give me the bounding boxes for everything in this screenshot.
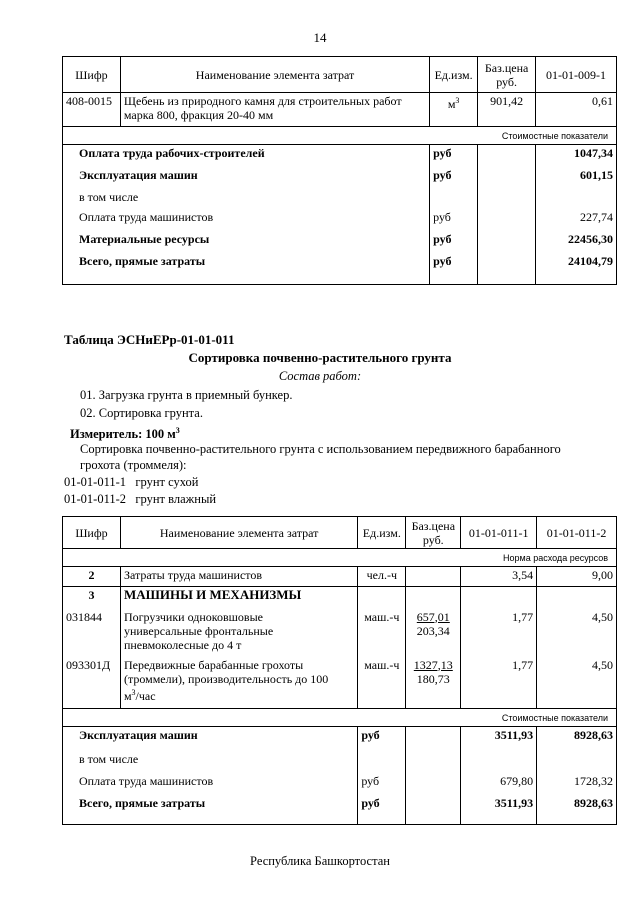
- row-name: Затраты труда машинистов: [120, 567, 357, 587]
- cost-v2-2: 1728,32: [537, 773, 617, 795]
- cost-unit-5: руб: [430, 253, 478, 285]
- row-unit: $м^3$: [430, 93, 478, 127]
- machine-unit-0: маш.-ч: [358, 609, 406, 657]
- cost-unit-0: руб: [358, 727, 406, 751]
- cost-label-1: в том числе: [63, 751, 358, 773]
- cost-unit-0: руб: [430, 145, 478, 167]
- cost-v1-3: 3511,93: [461, 795, 537, 825]
- cost-label-3: Оплата труда машинистов: [63, 209, 430, 231]
- machine-v2-1: 4,50: [537, 657, 617, 709]
- header-price: Баз.цена руб.: [406, 517, 461, 549]
- header-code: Шифр: [63, 517, 121, 549]
- machine-code-1: 093301Д: [63, 657, 121, 709]
- machine-price-1: 1327,13 180,73: [406, 657, 461, 709]
- page-number: 14: [313, 30, 327, 45]
- cost-v2-0: 8928,63: [537, 727, 617, 751]
- cost-label-2: в том числе: [63, 189, 430, 209]
- description: Сортировка почвенно-растительного грунта с использованием передвижного барабанного грохота (троммеля):: [80, 442, 561, 472]
- cost-value-0: 1047,34: [536, 145, 617, 167]
- table-row: [63, 567, 617, 587]
- cost-label-0: Эксплуатация машин: [63, 727, 358, 751]
- cost-label: Стоимостные показатели: [63, 709, 617, 727]
- header-code: Шифр: [63, 57, 121, 93]
- header-col1: 01-01-011-1: [461, 517, 537, 549]
- machine-v2-0: 4,50: [537, 609, 617, 657]
- row-v1: 3,54: [461, 567, 537, 587]
- row-unit: чел.-ч: [358, 567, 406, 587]
- cost-label-5: Всего, прямые затраты: [63, 253, 430, 285]
- table-2: [62, 516, 617, 825]
- row-price: 901,42: [478, 93, 536, 127]
- cost-label-4: Материальные ресурсы: [63, 231, 430, 253]
- section-code: 3: [63, 587, 121, 609]
- table-1: [62, 56, 617, 285]
- variant-0: 01-01-011-1 грунт сухой: [64, 475, 199, 489]
- meter-label: Измеритель: 100 $м^3$: [70, 426, 180, 442]
- table-row: [63, 609, 617, 657]
- cost-label-3: Всего, прямые затраты: [63, 795, 358, 825]
- cost-unit-3: руб: [430, 209, 478, 231]
- cost-label-0: Оплата труда рабочих-строителей: [63, 145, 430, 167]
- work-label: Состав работ:: [278, 369, 362, 383]
- header-price: Баз.цена руб.: [478, 57, 536, 93]
- norm-label: Норма расхода ресурсов: [63, 549, 617, 567]
- cost-unit-3: руб: [358, 795, 406, 825]
- variant-1: 01-01-011-2 грунт влажный: [64, 492, 217, 506]
- row-value: 0,61: [536, 93, 617, 127]
- cost-v1-0: 3511,93: [461, 727, 537, 751]
- cost-label: Стоимостные показатели: [63, 127, 617, 145]
- cost-v2-3: 8928,63: [537, 795, 617, 825]
- header-col2: 01-01-011-2: [537, 517, 617, 549]
- machine-name-1: Передвижные барабанные грохоты (троммели), производительность до 100 $м^3$/час: [120, 657, 357, 709]
- row-name: Щебень из природного камня для строительных работ марка 800, фракция 20-40 мм: [120, 93, 429, 127]
- cost-label-1: Эксплуатация машин: [63, 167, 430, 189]
- table-row: [63, 93, 617, 127]
- cost-unit-4: руб: [430, 231, 478, 253]
- machine-v1-0: 1,77: [461, 609, 537, 657]
- work-item-1: 02. Сортировка грунта.: [80, 406, 203, 420]
- row-code: 408-0015: [63, 93, 121, 127]
- machine-name-0: Погрузчики одноковшовые универсальные фронтальные пневмоколесные до 4 т: [120, 609, 357, 657]
- cost-value-3: 227,74: [536, 209, 617, 231]
- cost-value-5: 24104,79: [536, 253, 617, 285]
- header-name: Наименование элемента затрат: [120, 57, 429, 93]
- row-v2: 9,00: [537, 567, 617, 587]
- cost-unit-1: руб: [430, 167, 478, 189]
- work-item-0: 01. Загрузка грунта в приемный бункер.: [80, 388, 293, 402]
- footer: Республика Башкортостан: [250, 854, 390, 868]
- cost-value-1: 601,15: [536, 167, 617, 189]
- header-unit: Ед.изм.: [430, 57, 478, 93]
- section-title: Сортировка почвенно-растительного грунта: [188, 350, 452, 365]
- header-name: Наименование элемента затрат: [120, 517, 357, 549]
- table-label: Таблица ЭСНиЕРр-01-01-011: [64, 332, 235, 347]
- section-name: МАШИНЫ И МЕХАНИЗМЫ: [120, 587, 357, 609]
- machine-unit-1: маш.-ч: [358, 657, 406, 709]
- cost-unit-2: руб: [358, 773, 406, 795]
- machine-code-0: 031844: [63, 609, 121, 657]
- row-code: 2: [63, 567, 121, 587]
- cost-value-4: 22456,30: [536, 231, 617, 253]
- header-unit: Ед.изм.: [358, 517, 406, 549]
- table-row: [63, 657, 617, 709]
- machine-v1-1: 1,77: [461, 657, 537, 709]
- header-col: 01-01-009-1: [536, 57, 617, 93]
- machine-price-0: 657,01 203,34: [406, 609, 461, 657]
- cost-v1-2: 679,80: [461, 773, 537, 795]
- cost-label-2: Оплата труда машинистов: [63, 773, 358, 795]
